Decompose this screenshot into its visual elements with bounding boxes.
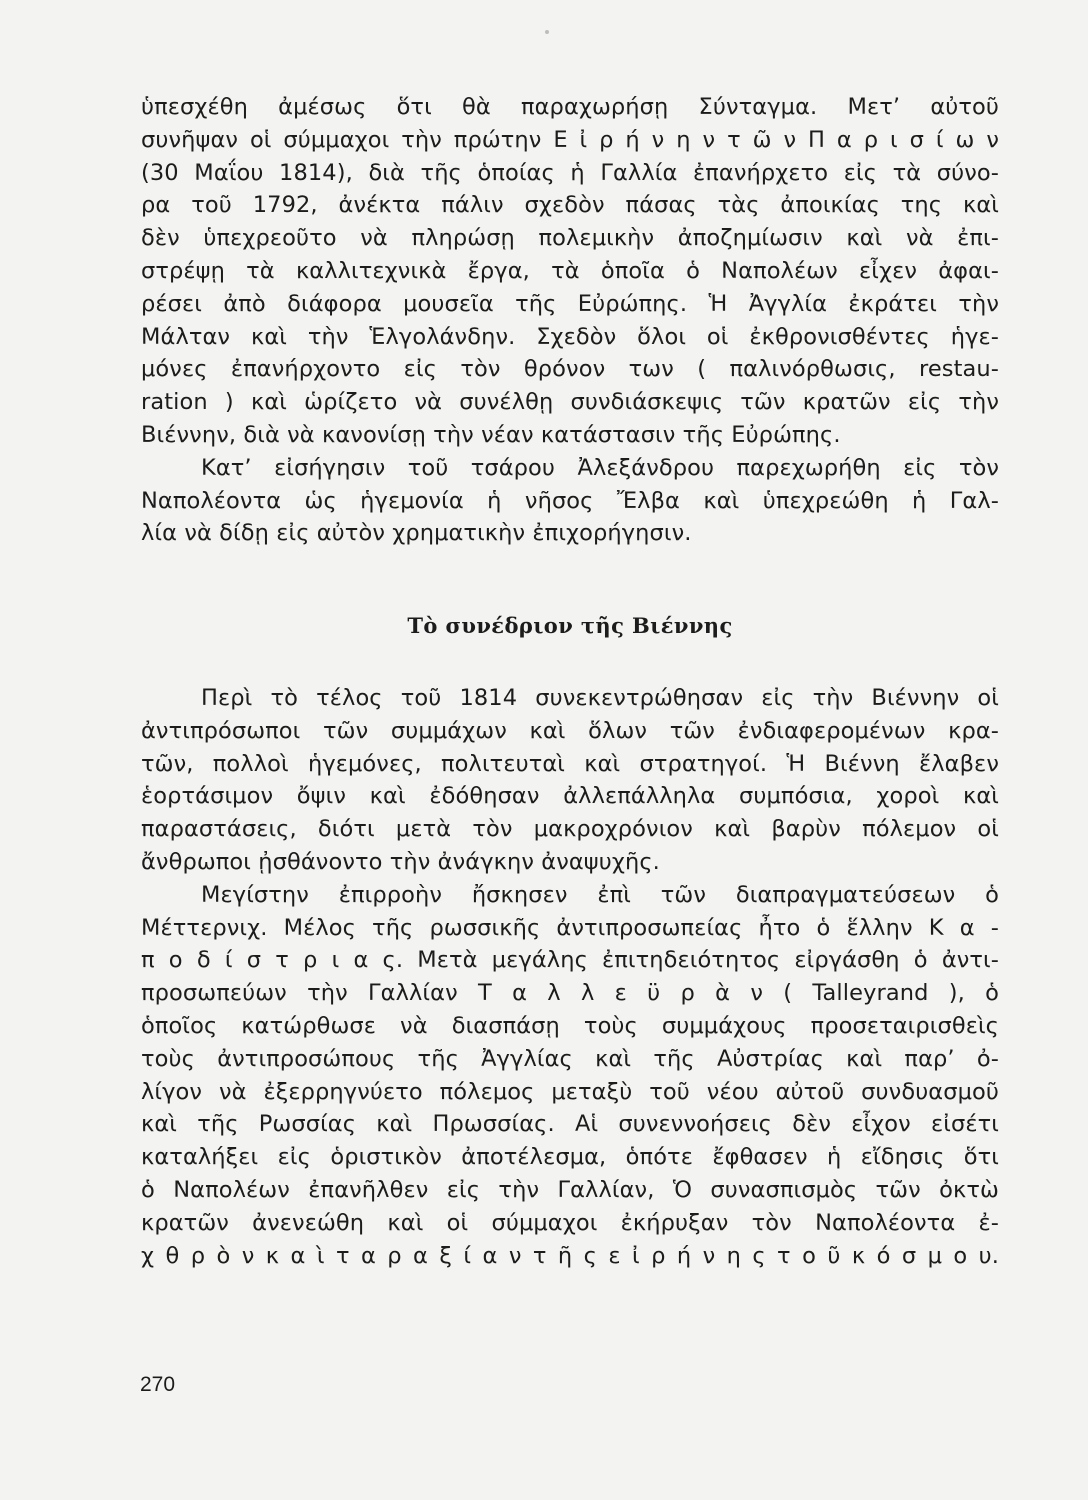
text-line: ρα τοῦ 1792, ἀνέκτα πάλιν σχεδὸν πάσας τὰς ἀποικίας της καὶ <box>141 192 999 219</box>
text-line: συνῆψαν οἱ σύμμαχοι τὴν πρώτην Ε ἰ ρ ή ν η ν τ ῶ ν Π α ρ ι σ ί ω ν <box>141 126 999 153</box>
text-line: Περὶ τὸ τέλος τοῦ 1814 συνεκεντρώθησαν εἰς τὴν Βιέννην οἱ <box>201 685 999 711</box>
text-line: Μάλταν καὶ τὴν Ἑλγολάνδην. Σχεδὸν ὅλοι οἱ ἐκθρονισθέντες ἡγε- <box>141 323 999 350</box>
text-line: Μέττερνιχ. Μέλος τῆς ρωσσικῆς ἀντιπροσωπείας ἦτο ὁ ἕλλην Κ α - <box>141 914 999 941</box>
text-line: στρέψῃ τὰ καλλιτεχνικὰ ἔργα, τὰ ὁποῖα ὁ Ναπολέων εἶχεν ἀφαι- <box>141 257 999 284</box>
text-line: Ναπολέοντα ὡς ἡγεμονία ἡ νῆσος Ἔλβα καὶ ὑπεχρεώθη ἡ Γαλ- <box>141 487 999 514</box>
text-line: ration ) καὶ ὡρίζετο νὰ συνέλθῃ συνδιάσκεψις τῶν κρατῶν εἰς τὴν <box>141 389 999 416</box>
text-line: χ θ ρ ὸ ν κ α ὶ τ α ρ α ξ ί α ν τ ῆ ς ε ἰ ρ ή ν η ς τ ο ῦ κ ό σ μ ο υ. <box>141 1242 999 1269</box>
text-line: ὁ Ναπολέων ἐπανῆλθεν εἰς τὴν Γαλλίαν, Ὁ συνασπισμὸς τῶν ὀκτὼ <box>141 1176 999 1203</box>
text-line: (30 Μαΐου 1814), διὰ τῆς ὁποίας ἡ Γαλλία ἐπανήρχετο εἰς τὰ σύνο- <box>141 159 999 186</box>
text-line: τῶν, πολλοὶ ἡγεμόνες, πολιτευταὶ καὶ στρατηγοί. Ἡ Βιέννη ἔλαβεν <box>141 750 999 777</box>
text-line: Κατ’ εἰσήγησιν τοῦ τσάρου Ἀλεξάνδρου παρεχωρήθη εἰς τὸν <box>201 454 999 481</box>
text-line: Βιέννην, διὰ νὰ κανονίσῃ τὴν νέαν κατάστασιν τῆς Εὐρώπης. <box>141 421 841 448</box>
text-line: λία νὰ δίδῃ εἰς αὐτὸν χρηματικὴν ἐπιχορήγησιν. <box>141 520 692 547</box>
text-line: π ο δ ί σ τ ρ ι α ς. Μετὰ μεγάλης ἐπιτηδειότητος εἰργάσθη ὁ ἀντι- <box>141 947 999 974</box>
paragraph-bottom <box>141 682 999 1272</box>
text-line: ὑπεσχέθη ἀμέσως ὅτι θὰ παραχωρήσῃ Σύνταγμα. Μετ’ αὐτοῦ <box>141 94 999 120</box>
text-line: μόνες ἐπανήρχοντο εἰς τὸν θρόνον των ( παλινόρθωσις, restau- <box>141 356 999 383</box>
text-line: καταλήξει εἰς ὁριστικὸν ἀποτέλεσμα, ὁπότε ἔφθασεν ἡ εἴδησις ὅτι <box>141 1144 999 1171</box>
text-line: ὁποῖος κατώρθωσε νὰ διασπάσῃ τοὺς συμμάχους προσεταιρισθεὶς <box>141 1012 999 1039</box>
text-line: κρατῶν ἀνενεώθη καὶ οἱ σύμμαχοι ἐκήρυξαν τὸν Ναπολέοντα ἐ- <box>141 1209 999 1236</box>
text-line: ἑορτάσιμον ὄψιν καὶ ἐδόθησαν ἀλλεπάλληλα συμπόσια, χοροὶ καὶ <box>141 783 999 810</box>
text-line: ρέσει ἀπὸ διάφορα μουσεῖα τῆς Εὐρώπης. Ἡ Ἀγγλία ἐκράτει τὴν <box>141 290 999 317</box>
text-line: καὶ τῆς Ρωσσίας καὶ Πρωσσίας. Αἱ συνεννοήσεις δὲν εἶχον εἰσέτι <box>141 1111 999 1138</box>
text-line: δὲν ὑπεχρεοῦτο νὰ πληρώσῃ πολεμικὴν ἀποζημίωσιν καὶ νὰ ἐπι- <box>141 225 999 252</box>
text-line: λίγον νὰ ἐξερρηγνύετο πόλεμος μεταξὺ τοῦ νέου αὐτοῦ συνδυασμοῦ <box>141 1078 999 1105</box>
text-line: παραστάσεις, διότι μετὰ τὸν μακροχρόνιον καὶ βαρὺν πόλεμον οἱ <box>141 816 999 843</box>
paragraph-top <box>141 91 999 550</box>
text-line: ἄνθρωποι ᾐσθάνοντο τὴν ἀνάγκην ἀναψυχῆς. <box>141 848 660 875</box>
section-heading: Τὸ συνέδριον τῆς Βιέννης <box>407 613 733 638</box>
text-line: τοὺς ἀντιπροσώπους τῆς Ἀγγλίας καὶ τῆς Αὐστρίας καὶ παρ’ ὀ- <box>141 1045 999 1072</box>
text-line: Μεγίστην ἐπιρροὴν ἤσκησεν ἐπὶ τῶν διαπραγματεύσεων ὁ <box>201 881 999 908</box>
scan-speck <box>545 30 549 34</box>
text-line: ἀντιπρόσωποι τῶν συμμάχων καὶ ὅλων τῶν ἐνδιαφερομένων κρα- <box>141 717 999 744</box>
page-number: 270 <box>140 1373 176 1396</box>
text-line: προσωπεύων τὴν Γαλλίαν Τ α λ λ ε ϋ ρ ὰ ν ( Talleyrand ), ὁ <box>141 980 999 1007</box>
